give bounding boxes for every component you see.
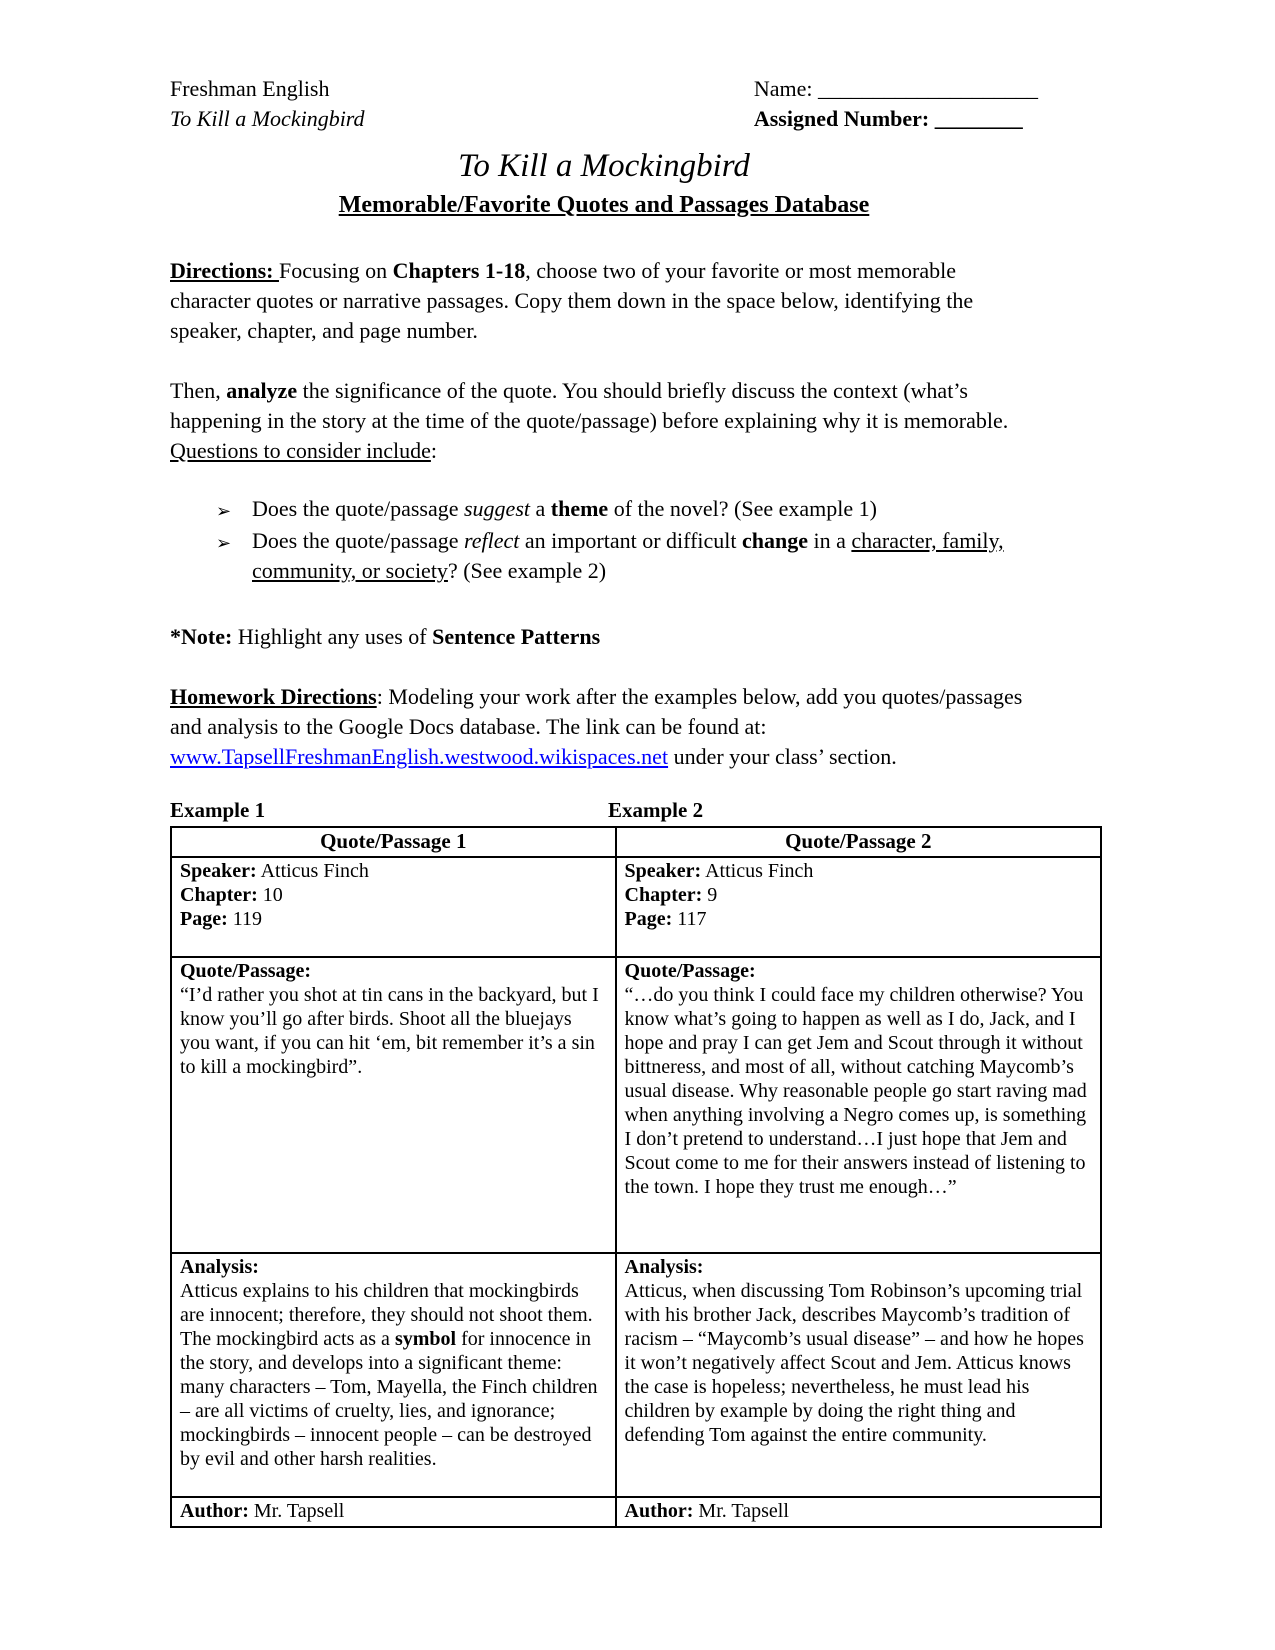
book-title: To Kill a Mockingbird xyxy=(170,106,365,131)
name-label: Name: xyxy=(753,76,813,101)
quote-passage-label: Quote/Passage: xyxy=(624,960,756,982)
wikispaces-link[interactable]: www.TapsellFreshmanEnglish.westwood.wikispaces.net xyxy=(170,744,669,769)
text-run: , choose two of your favorite or most memorable character quotes or narrative passages. Copy them down in the space below, identifying the speaker, chapter, and page number. xyxy=(170,258,974,343)
text-run: Does the quote/passage xyxy=(252,528,464,553)
analysis-text xyxy=(625,1279,1092,1447)
quotes-table xyxy=(170,826,1102,1528)
table-quote-row xyxy=(171,957,1101,1253)
header-right-block xyxy=(754,74,1038,134)
bullet-item xyxy=(170,494,1038,526)
speaker-label: Speaker: xyxy=(624,860,702,882)
text-run: suggest xyxy=(464,496,530,521)
quote-passage-label: Quote/Passage: xyxy=(180,960,312,982)
assigned-number-blank-line: ________ xyxy=(929,106,1023,131)
page-label: Page: xyxy=(624,908,673,930)
text-run: ? (See example 2) xyxy=(447,558,607,583)
page-value: 119 xyxy=(227,908,263,930)
analysis-text xyxy=(180,1279,607,1471)
course-title: Freshman English xyxy=(170,76,330,101)
speaker-line xyxy=(625,859,1092,883)
bullet-item-text xyxy=(252,494,1038,526)
author-cell-example-1 xyxy=(171,1497,616,1527)
speaker-value: Atticus Finch xyxy=(256,860,369,882)
author-value: Mr. Tapsell xyxy=(248,1500,345,1522)
chapter-value: 9 xyxy=(702,884,718,906)
chapter-label: Chapter: xyxy=(624,884,703,906)
text-run: change xyxy=(742,528,808,553)
text-run: Homework Directions xyxy=(170,684,377,709)
quote-cell-example-2 xyxy=(616,957,1101,1253)
text-run: of the novel? (See example 1) xyxy=(608,496,877,521)
page-line xyxy=(625,907,1092,931)
bullet-arrow-icon: ➢ xyxy=(216,533,232,553)
document-subtitle: Memorable/Favorite Quotes and Passages Database xyxy=(338,192,870,218)
quote-cell-example-1 xyxy=(171,957,616,1253)
page-line xyxy=(180,907,607,931)
example-2-label: Example 2 xyxy=(608,798,704,822)
text-run: Sentence Patterns xyxy=(432,624,601,649)
page-label: Page: xyxy=(180,908,228,930)
speaker-line xyxy=(180,859,607,883)
text-run: *Note: xyxy=(170,624,233,649)
bullet-list xyxy=(170,494,1038,586)
analyze-paragraph xyxy=(170,376,1038,466)
table-analysis-row xyxy=(171,1253,1101,1497)
analysis-label: Analysis: xyxy=(624,1256,704,1278)
document-content xyxy=(170,74,1102,1528)
quote-passage-1-header: Quote/Passage 1 xyxy=(171,827,616,857)
text-run: theme xyxy=(550,496,609,521)
text-run: Does the quote/passage xyxy=(252,496,464,521)
text-run: in a xyxy=(808,528,852,553)
text-run: for innocence in the story, and develops into a significant theme: many characters – Tom, Mayella, the Finch children – are all victims of cruelty, lies, and ignorance; mockingbirds – innocent people – can be destroyed by evil and other harsh realities. xyxy=(180,1328,598,1470)
chapter-line xyxy=(625,883,1092,907)
author-cell-example-2 xyxy=(616,1497,1101,1527)
text-run: Atticus explains to his children that mockingbirds are innocent; therefore, they should not shoot them. The mockingbird acts as a xyxy=(180,1280,593,1350)
name-field xyxy=(754,74,1038,104)
analysis-label: Analysis: xyxy=(180,1256,259,1278)
text-run: Focusing on xyxy=(278,258,393,283)
document-header xyxy=(170,74,1038,134)
text-run: Chapters 1-18 xyxy=(392,258,526,283)
note-line xyxy=(170,622,1038,652)
author-value: Mr. Tapsell xyxy=(693,1500,789,1522)
text-run: Atticus, when discussing Tom Robinson’s upcoming trial with his brother Jack, describes Maycomb’s tradition of racism – “Maycomb’s usual disease” – and how he hopes it won’t negatively affect Scout and Jem. Atticus knows the case is hopeless; nevertheless, he must lead his children by example by doing the right thing and defending Tom against the entire community. xyxy=(624,1280,1084,1446)
example-labels-row xyxy=(170,796,1102,824)
quote-text: “…do you think I could face my children otherwise? You know what’s going to happen as well as I do, Jack, and I hope and pray I can get Jem and Scout through it without bittneress, and most of all, without catching Maycomb’s usual disease. Why reasonable people go start raving mad when anything involving a Negro comes up, is something I don’t pretend to understand…I just hope that Jem and Scout come to me for their answers instead of listening to the town. I hope they trust me enough…” xyxy=(624,984,1087,1198)
text-run: Directions: xyxy=(170,258,279,283)
text-run: : Modeling your work after the examples below, add you quotes/passages and analysis to the Google Docs database. The link can be found at: xyxy=(170,684,1023,739)
author-label: Author: xyxy=(624,1500,694,1522)
text-run: the significance of the quote. You should briefly discuss the context (what’s happening in the story at the time of the quote/passage) before explaining why it is memorable. xyxy=(170,378,1009,433)
speaker-value: Atticus Finch xyxy=(701,860,814,882)
chapter-value: 10 xyxy=(257,884,283,906)
text-run: character, family, community, or society xyxy=(252,528,1004,583)
text-run: : xyxy=(430,438,438,463)
name-blank-line: ____________________ xyxy=(812,76,1038,101)
chapter-label: Chapter: xyxy=(180,884,258,906)
meta-cell-example-1 xyxy=(171,857,616,957)
text-run: reflect xyxy=(464,528,520,553)
meta-cell-example-2 xyxy=(616,857,1101,957)
text-run: a xyxy=(530,496,551,521)
text-run: Questions to consider include xyxy=(170,438,431,463)
title-block xyxy=(170,146,1038,222)
speaker-label: Speaker: xyxy=(180,860,257,882)
document-title: To Kill a Mockingbird xyxy=(458,148,750,184)
assigned-number-field xyxy=(754,104,1038,134)
assigned-number-label: Assigned Number: xyxy=(753,106,930,131)
analysis-cell-example-1 xyxy=(171,1253,616,1497)
homework-paragraph xyxy=(170,682,1038,772)
example-1-label: Example 1 xyxy=(170,798,266,822)
text-run: analyze xyxy=(226,378,298,403)
quote-passage-2-header: Quote/Passage 2 xyxy=(616,827,1101,857)
bullet-item xyxy=(170,526,1038,586)
text-run: Highlight any uses of xyxy=(232,624,433,649)
table-header-row xyxy=(171,827,1101,857)
text-run: Then, xyxy=(170,378,227,403)
page-value: 117 xyxy=(672,908,707,930)
quote-text: “I’d rather you shot at tin cans in the backyard, but I know you’ll go after birds. Shoot all the bluejays you want, if you can hit ‘em, bit remember it’s a sin to kill a mockingbird”. xyxy=(180,984,599,1078)
text-run: under your class’ section. xyxy=(668,744,897,769)
text-run: an important or difficult xyxy=(519,528,742,553)
directions-paragraph xyxy=(170,256,1038,346)
table-author-row xyxy=(171,1497,1101,1527)
author-label: Author: xyxy=(180,1500,249,1522)
chapter-line xyxy=(180,883,607,907)
table-meta-row xyxy=(171,857,1101,957)
header-left-block xyxy=(170,74,365,134)
bullet-item-text xyxy=(252,526,1038,586)
bullet-arrow-icon: ➢ xyxy=(216,501,232,521)
text-run: symbol xyxy=(394,1328,457,1350)
analysis-cell-example-2 xyxy=(616,1253,1101,1497)
